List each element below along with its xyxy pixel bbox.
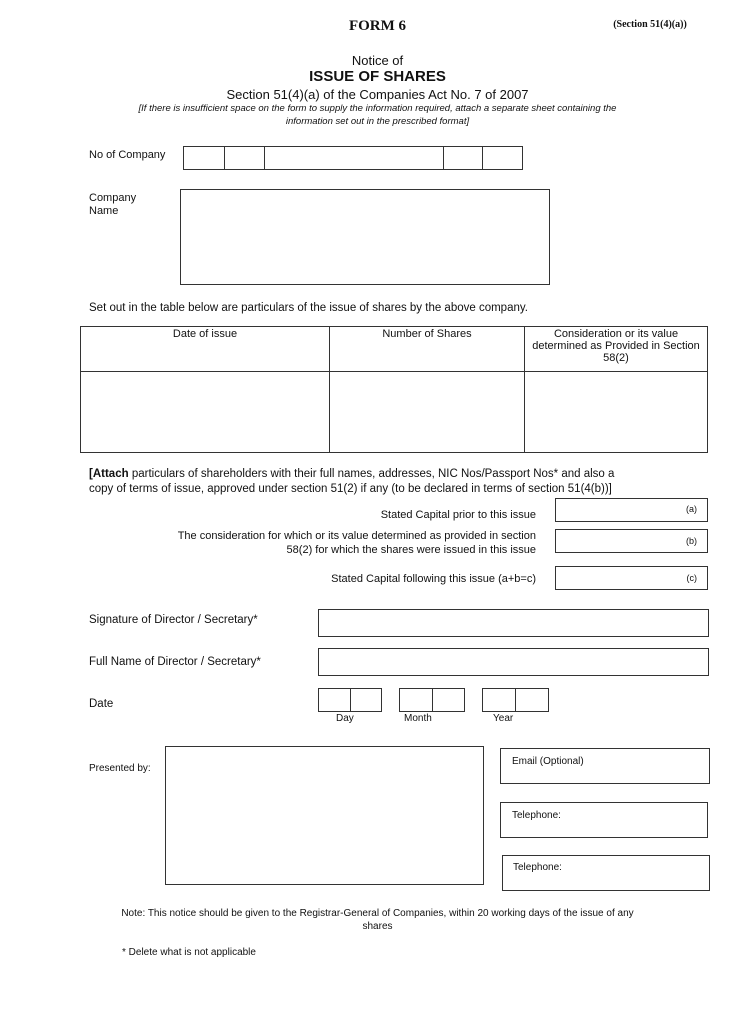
presented-by-label: Presented by:	[89, 763, 151, 774]
table-intro: Set out in the table below are particulars of the issue of shares by the above company.	[89, 302, 528, 314]
attach-note-bold: [Attach	[89, 468, 129, 480]
section-reference: (Section 51(4)(a))	[613, 19, 687, 30]
stated-capital-following-field[interactable]	[555, 566, 708, 590]
consideration-label-line1: The consideration for which or its value determined as provided in section	[177, 530, 536, 542]
year-label: Year	[493, 713, 514, 724]
footer-note-line1: Note: This notice should be given to the Registrar-General of Companies, within 20 working days of the issue of any	[121, 908, 634, 919]
company-number-cell	[444, 147, 483, 169]
telephone-label-2: Telephone:	[513, 862, 562, 873]
signature-field[interactable]	[318, 609, 709, 637]
stated-capital-prior-field[interactable]	[555, 498, 708, 522]
attach-note-line2: copy of terms of issue, approved under section 51(2) if any (to be declared in terms of section 51(4(b))]	[89, 483, 612, 495]
tag-b: (b)	[686, 536, 697, 546]
company-name-label-line1: Company	[89, 192, 137, 204]
tag-c: (c)	[686, 573, 697, 583]
signature-label: Signature of Director / Secretary*	[89, 614, 258, 626]
table-header-row	[81, 327, 708, 372]
stated-capital-following-label: Stated Capital following this issue (a+b=c)	[331, 573, 536, 585]
telephone-field-1[interactable]	[500, 802, 708, 838]
attach-note-rest: particulars of shareholders with their full names, addresses, NIC Nos/Passport Nos* and also a	[128, 468, 615, 480]
page-title: ISSUE OF SHARES	[309, 68, 446, 85]
table-row	[81, 372, 708, 453]
company-name-field[interactable]	[180, 189, 550, 285]
company-number-cell	[265, 147, 444, 169]
company-number-field[interactable]	[183, 146, 523, 170]
act-reference: Section 51(4)(a) of the Companies Act No. 7 of 2007	[226, 87, 529, 102]
company-number-label: No of Company	[89, 149, 166, 161]
header-date-of-issue: Date of issue	[81, 327, 330, 372]
attach-note-line1	[89, 468, 614, 480]
cell-consideration[interactable]	[525, 372, 708, 453]
month-field[interactable]	[399, 688, 465, 712]
footer-note-line2: shares	[362, 921, 393, 932]
year-field[interactable]	[482, 688, 549, 712]
form-number: FORM 6	[348, 18, 407, 34]
date-label: Date	[89, 698, 114, 710]
cell-date-of-issue[interactable]	[81, 372, 330, 453]
month-cell	[400, 689, 433, 711]
day-cell	[319, 689, 351, 711]
email-field[interactable]	[500, 748, 710, 784]
notice-of: Notice of	[351, 53, 404, 68]
header-consideration: Consideration or its value determined as Provided in Section 58(2)	[525, 327, 708, 372]
telephone-label-1: Telephone:	[512, 810, 561, 821]
day-label: Day	[336, 713, 354, 724]
full-name-label: Full Name of Director / Secretary*	[89, 656, 261, 668]
consideration-field[interactable]	[555, 529, 708, 553]
presented-by-field[interactable]	[165, 746, 484, 885]
full-name-field[interactable]	[318, 648, 709, 676]
day-field[interactable]	[318, 688, 382, 712]
header-number-of-shares: Number of Shares	[330, 327, 525, 372]
company-number-cell	[184, 147, 225, 169]
telephone-field-2[interactable]	[502, 855, 710, 891]
stated-capital-prior-label: Stated Capital prior to this issue	[380, 509, 536, 521]
year-cell	[483, 689, 516, 711]
email-label: Email (Optional)	[512, 756, 584, 767]
company-name-label-line2: Name	[89, 205, 119, 217]
instruction-line-2: information set out in the prescribed format]	[285, 116, 470, 127]
tag-a: (a)	[686, 504, 697, 514]
shares-table	[80, 326, 708, 453]
month-label: Month	[404, 713, 432, 724]
cell-number-of-shares[interactable]	[330, 372, 525, 453]
consideration-label-line2: 58(2) for which the shares were issued in this issue	[286, 544, 536, 556]
company-number-cell	[225, 147, 265, 169]
delete-note: * Delete what is not applicable	[122, 947, 256, 958]
instruction-line-1: [If there is insufficient space on the form to supply the information required, attach a separate sheet containing the	[138, 103, 617, 114]
